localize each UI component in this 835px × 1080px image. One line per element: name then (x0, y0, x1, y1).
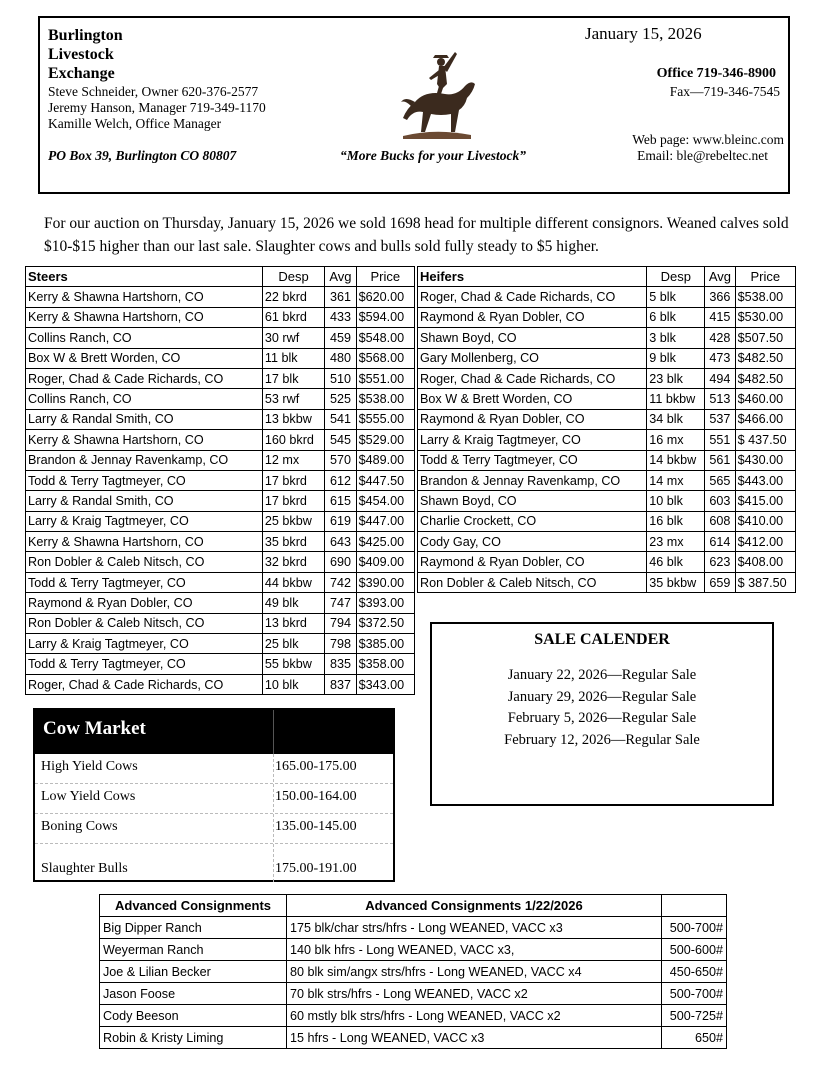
price-cell: $430.00 (735, 450, 795, 470)
avg-weight-cell: 541 (325, 409, 356, 429)
consignor-cell: Raymond & Ryan Dobler, CO (418, 307, 647, 327)
table-row (26, 491, 415, 511)
cow-class-label: High Yield Cows (41, 759, 138, 774)
heifers-title: Heifers (418, 267, 647, 287)
consignor-cell: Box W & Brett Worden, CO (26, 348, 263, 368)
description-cell: 55 bkbw (262, 654, 324, 674)
table-row (100, 1027, 727, 1049)
description-cell: 14 bkbw (647, 450, 705, 470)
price-cell: $358.00 (356, 654, 414, 674)
table-row (418, 368, 796, 388)
column-header-price: Price (735, 267, 795, 287)
table-row (418, 532, 796, 552)
consignor-cell: Shawn Boyd, CO (418, 491, 647, 511)
steers-table (25, 266, 415, 695)
price-cell: $409.00 (356, 552, 414, 572)
consignor-cell: Roger, Chad & Cade Richards, CO (26, 674, 263, 694)
avg-weight-cell: 459 (325, 328, 356, 348)
price-cell: $594.00 (356, 307, 414, 327)
description-cell: 140 blk hfrs - Long WEANED, VACC x3, (287, 939, 662, 961)
description-cell: 32 bkrd (262, 552, 324, 572)
consignor-cell: Brandon & Jennay Ravenkamp, CO (418, 470, 647, 490)
price-cell: $410.00 (735, 511, 795, 531)
table-row (26, 430, 415, 450)
consignor-cell: Shawn Boyd, CO (418, 328, 647, 348)
table-header-row (418, 267, 796, 287)
email-address: Email: ble@rebeltec.net (637, 148, 768, 163)
consignor-cell: Ron Dobler & Caleb Nitsch, CO (418, 572, 647, 592)
consignor-cell: Box W & Brett Worden, CO (418, 389, 647, 409)
price-cell: $538.00 (735, 287, 795, 307)
consignor-cell: Roger, Chad & Cade Richards, CO (26, 368, 263, 388)
consignor-cell: Todd & Terry Tagtmeyer, CO (418, 450, 647, 470)
sale-date-item: February 5, 2026—Regular Sale (507, 710, 697, 726)
description-cell: 13 bkbw (262, 409, 324, 429)
avg-weight-cell: 659 (705, 572, 735, 592)
consignor-cell: Collins Ranch, CO (26, 389, 263, 409)
avg-weight-cell: 361 (325, 287, 356, 307)
web-page: Web page: www.bleinc.com (632, 132, 784, 147)
column-header-consignor: Advanced Consignments (100, 895, 287, 917)
price-cell: $530.00 (735, 307, 795, 327)
price-cell: $466.00 (735, 409, 795, 429)
table-header-row (100, 895, 727, 917)
table-row (418, 389, 796, 409)
table-row (26, 389, 415, 409)
letterhead (38, 16, 790, 194)
avg-weight-cell: 615 (325, 491, 356, 511)
consignor-cell: Raymond & Ryan Dobler, CO (26, 593, 263, 613)
avg-weight-cell: 608 (705, 511, 735, 531)
description-cell: 30 rwf (262, 328, 324, 348)
price-cell: $343.00 (356, 674, 414, 694)
divider (35, 813, 393, 814)
description-cell: 175 blk/char strs/hfrs - Long WEANED, VACC x3 (287, 917, 662, 939)
table-row (26, 328, 415, 348)
cow-market-panel (33, 708, 395, 882)
table-row (418, 572, 796, 592)
cow-market-header (35, 710, 393, 754)
avg-weight-cell: 603 (705, 491, 735, 511)
consignor-cell: Cody Gay, CO (418, 532, 647, 552)
description-cell: 16 blk (647, 511, 705, 531)
price-cell: $460.00 (735, 389, 795, 409)
column-header-weight (662, 895, 727, 917)
description-cell: 3 blk (647, 328, 705, 348)
consignor-cell: Collins Ranch, CO (26, 328, 263, 348)
price-cell: $551.00 (356, 368, 414, 388)
table-row (100, 983, 727, 1005)
consignor-cell: Jason Foose (100, 983, 287, 1005)
table-row (26, 287, 415, 307)
consignor-cell: Roger, Chad & Cade Richards, CO (418, 368, 647, 388)
avg-weight-cell: 551 (705, 430, 735, 450)
table-row (26, 348, 415, 368)
description-cell: 11 blk (262, 348, 324, 368)
table-row (418, 450, 796, 470)
avg-weight-cell: 623 (705, 552, 735, 572)
consignor-cell: Robin & Kristy Liming (100, 1027, 287, 1049)
description-cell: 70 blk strs/hfrs - Long WEANED, VACC x2 (287, 983, 662, 1005)
table-row (418, 409, 796, 429)
price-cell: $ 437.50 (735, 430, 795, 450)
table-row (26, 307, 415, 327)
sale-date: January 15, 2026 (585, 24, 702, 43)
weight-cell: 450-650# (662, 961, 727, 983)
avg-weight-cell: 643 (325, 532, 356, 552)
divider (35, 843, 393, 844)
description-cell: 16 mx (647, 430, 705, 450)
avg-weight-cell: 835 (325, 654, 356, 674)
table-row (418, 307, 796, 327)
company-name-line-2: Livestock (48, 46, 114, 63)
staff-office-manager: Kamille Welch, Office Manager (48, 116, 222, 131)
table-row (26, 552, 415, 572)
avg-weight-cell: 433 (325, 307, 356, 327)
price-cell: $529.00 (356, 430, 414, 450)
table-row (26, 511, 415, 531)
avg-weight-cell: 612 (325, 470, 356, 490)
cow-class-label: Low Yield Cows (41, 789, 136, 804)
consignor-cell: Joe & Lilian Becker (100, 961, 287, 983)
price-cell: $568.00 (356, 348, 414, 368)
description-cell: 46 blk (647, 552, 705, 572)
avg-weight-cell: 690 (325, 552, 356, 572)
sale-calendar-panel (430, 622, 774, 806)
avg-weight-cell: 428 (705, 328, 735, 348)
avg-weight-cell: 561 (705, 450, 735, 470)
description-cell: 44 bkbw (262, 572, 324, 592)
avg-weight-cell: 794 (325, 613, 356, 633)
description-cell: 80 blk sim/angx strs/hfrs - Long WEANED, VACC x4 (287, 961, 662, 983)
price-cell: $620.00 (356, 287, 414, 307)
avg-weight-cell: 747 (325, 593, 356, 613)
avg-weight-cell: 366 (705, 287, 735, 307)
table-header-row (26, 267, 415, 287)
description-cell: 13 bkrd (262, 613, 324, 633)
description-cell: 49 blk (262, 593, 324, 613)
mailing-address: PO Box 39, Burlington CO 80807 (48, 148, 237, 163)
description-cell: 23 blk (647, 368, 705, 388)
weight-cell: 650# (662, 1027, 727, 1049)
column-header-description: Advanced Consignments 1/22/2026 (287, 895, 662, 917)
cow-price-range: 175.00-191.00 (275, 861, 357, 876)
column-header-avg: Avg (705, 267, 735, 287)
avg-weight-cell: 480 (325, 348, 356, 368)
table-row (418, 491, 796, 511)
consignor-cell: Kerry & Shawna Hartshorn, CO (26, 430, 263, 450)
avg-weight-cell: 525 (325, 389, 356, 409)
price-cell: $447.00 (356, 511, 414, 531)
divider (35, 783, 393, 784)
staff-manager: Jeremy Hanson, Manager 719-349-1170 (48, 100, 266, 115)
consignor-cell: Todd & Terry Tagtmeyer, CO (26, 654, 263, 674)
consignor-cell: Charlie Crockett, CO (418, 511, 647, 531)
description-cell: 34 blk (647, 409, 705, 429)
description-cell: 6 blk (647, 307, 705, 327)
consignor-cell: Larry & Kraig Tagtmeyer, CO (26, 634, 263, 654)
cow-price-range: 135.00-145.00 (275, 819, 357, 834)
sale-date-item: January 22, 2026—Regular Sale (507, 667, 697, 683)
table-row (26, 634, 415, 654)
price-cell: $372.50 (356, 613, 414, 633)
bronc-rider-logo-icon (385, 40, 485, 140)
avg-weight-cell: 510 (325, 368, 356, 388)
description-cell: 17 bkrd (262, 470, 324, 490)
price-cell: $425.00 (356, 532, 414, 552)
consignor-cell: Kerry & Shawna Hartshorn, CO (26, 307, 263, 327)
avg-weight-cell: 742 (325, 572, 356, 592)
price-cell: $538.00 (356, 389, 414, 409)
description-cell: 10 blk (647, 491, 705, 511)
table-row (418, 511, 796, 531)
price-cell: $447.50 (356, 470, 414, 490)
consignor-cell: Raymond & Ryan Dobler, CO (418, 409, 647, 429)
cow-price-range: 150.00-164.00 (275, 789, 357, 804)
table-row (100, 917, 727, 939)
table-row (26, 470, 415, 490)
table-row (100, 939, 727, 961)
table-row (26, 409, 415, 429)
description-cell: 17 bkrd (262, 491, 324, 511)
price-cell: $390.00 (356, 572, 414, 592)
price-cell: $454.00 (356, 491, 414, 511)
avg-weight-cell: 473 (705, 348, 735, 368)
company-name-line-1: Burlington (48, 27, 123, 44)
description-cell: 17 blk (262, 368, 324, 388)
column-header-price: Price (356, 267, 414, 287)
description-cell: 12 mx (262, 450, 324, 470)
price-cell: $489.00 (356, 450, 414, 470)
consignor-cell: Larry & Randal Smith, CO (26, 409, 263, 429)
avg-weight-cell: 565 (705, 470, 735, 490)
consignor-cell: Kerry & Shawna Hartshorn, CO (26, 532, 263, 552)
description-cell: 9 blk (647, 348, 705, 368)
table-row (26, 368, 415, 388)
table-row (26, 532, 415, 552)
price-cell: $412.00 (735, 532, 795, 552)
description-cell: 160 bkrd (262, 430, 324, 450)
column-header-avg: Avg (325, 267, 356, 287)
consignor-cell: Larry & Kraig Tagtmeyer, CO (26, 511, 263, 531)
price-cell: $555.00 (356, 409, 414, 429)
consignor-cell: Ron Dobler & Caleb Nitsch, CO (26, 613, 263, 633)
consignor-cell: Ron Dobler & Caleb Nitsch, CO (26, 552, 263, 572)
avg-weight-cell: 798 (325, 634, 356, 654)
avg-weight-cell: 494 (705, 368, 735, 388)
table-row (26, 593, 415, 613)
description-cell: 5 blk (647, 287, 705, 307)
description-cell: 15 hfrs - Long WEANED, VACC x3 (287, 1027, 662, 1049)
weight-cell: 500-700# (662, 917, 727, 939)
column-header-desp: Desp (262, 267, 324, 287)
avg-weight-cell: 619 (325, 511, 356, 531)
staff-owner: Steve Schneider, Owner 620-376-2577 (48, 84, 259, 99)
description-cell: 61 bkrd (262, 307, 324, 327)
table-row (418, 552, 796, 572)
cow-class-label: Slaughter Bulls (41, 861, 128, 876)
consignor-cell: Larry & Randal Smith, CO (26, 491, 263, 511)
price-cell: $408.00 (735, 552, 795, 572)
description-cell: 22 bkrd (262, 287, 324, 307)
divider (273, 710, 274, 754)
cow-market-title: Cow Market (43, 718, 146, 739)
sale-summary: For our auction on Thursday, January 15, 2026 we sold 1698 head for multiple different consignors. Weaned calves sold $10-$15 higher than our last sale. Slaughter cows and bulls sold fully steady to $5 higher. (44, 215, 789, 255)
table-row (100, 1005, 727, 1027)
table-row (418, 348, 796, 368)
consignor-cell: Raymond & Ryan Dobler, CO (418, 552, 647, 572)
consignor-cell: Cody Beeson (100, 1005, 287, 1027)
consignor-cell: Gary Mollenberg, CO (418, 348, 647, 368)
steers-title: Steers (26, 267, 263, 287)
avg-weight-cell: 513 (705, 389, 735, 409)
description-cell: 23 mx (647, 532, 705, 552)
weight-cell: 500-600# (662, 939, 727, 961)
description-cell: 35 bkrd (262, 532, 324, 552)
description-cell: 53 rwf (262, 389, 324, 409)
consignor-cell: Todd & Terry Tagtmeyer, CO (26, 572, 263, 592)
consignor-cell: Todd & Terry Tagtmeyer, CO (26, 470, 263, 490)
description-cell: 25 blk (262, 634, 324, 654)
consignor-cell: Big Dipper Ranch (100, 917, 287, 939)
price-cell: $482.50 (735, 368, 795, 388)
avg-weight-cell: 415 (705, 307, 735, 327)
price-cell: $385.00 (356, 634, 414, 654)
description-cell: 14 mx (647, 470, 705, 490)
weight-cell: 500-725# (662, 1005, 727, 1027)
description-cell: 11 bkbw (647, 389, 705, 409)
column-header-desp: Desp (647, 267, 705, 287)
price-cell: $415.00 (735, 491, 795, 511)
avg-weight-cell: 614 (705, 532, 735, 552)
consignor-cell: Weyerman Ranch (100, 939, 287, 961)
weight-cell: 500-700# (662, 983, 727, 1005)
slogan: “More Bucks for your Livestock” (340, 148, 526, 163)
avg-weight-cell: 537 (705, 409, 735, 429)
consignor-cell: Kerry & Shawna Hartshorn, CO (26, 287, 263, 307)
table-row (26, 572, 415, 592)
fax-number: Fax—719-346-7545 (669, 84, 780, 99)
table-row (26, 613, 415, 633)
avg-weight-cell: 545 (325, 430, 356, 450)
description-cell: 10 blk (262, 674, 324, 694)
table-row (26, 654, 415, 674)
description-cell: 25 bkbw (262, 511, 324, 531)
price-cell: $393.00 (356, 593, 414, 613)
price-cell: $482.50 (735, 348, 795, 368)
price-cell: $443.00 (735, 470, 795, 490)
table-row (418, 287, 796, 307)
description-cell: 35 bkbw (647, 572, 705, 592)
cow-class-label: Boning Cows (41, 819, 118, 834)
table-row (418, 470, 796, 490)
sale-date-item: January 29, 2026—Regular Sale (507, 688, 697, 705)
table-row (418, 430, 796, 450)
description-cell: 60 mstly blk strs/hfrs - Long WEANED, VACC x2 (287, 1005, 662, 1027)
office-phone: Office 719-346-8900 (656, 66, 776, 81)
table-row (26, 450, 415, 470)
cow-price-range: 165.00-175.00 (275, 759, 357, 774)
table-row (26, 674, 415, 694)
consignor-cell: Roger, Chad & Cade Richards, CO (418, 287, 647, 307)
heifers-table (417, 266, 796, 593)
avg-weight-cell: 570 (325, 450, 356, 470)
table-row (100, 961, 727, 983)
company-name-line-3: Exchange (48, 65, 115, 82)
sale-calendar-list (432, 665, 772, 751)
avg-weight-cell: 837 (325, 674, 356, 694)
consignor-cell: Brandon & Jennay Ravenkamp, CO (26, 450, 263, 470)
price-cell: $548.00 (356, 328, 414, 348)
table-row (418, 328, 796, 348)
divider (273, 754, 274, 882)
advanced-consignments-table (99, 894, 727, 1049)
consignor-cell: Larry & Kraig Tagtmeyer, CO (418, 430, 647, 450)
price-cell: $507.50 (735, 328, 795, 348)
price-cell: $ 387.50 (735, 572, 795, 592)
sale-date-item: February 12, 2026—Regular Sale (504, 731, 700, 748)
sale-calendar-title: SALE CALENDER (534, 631, 670, 648)
